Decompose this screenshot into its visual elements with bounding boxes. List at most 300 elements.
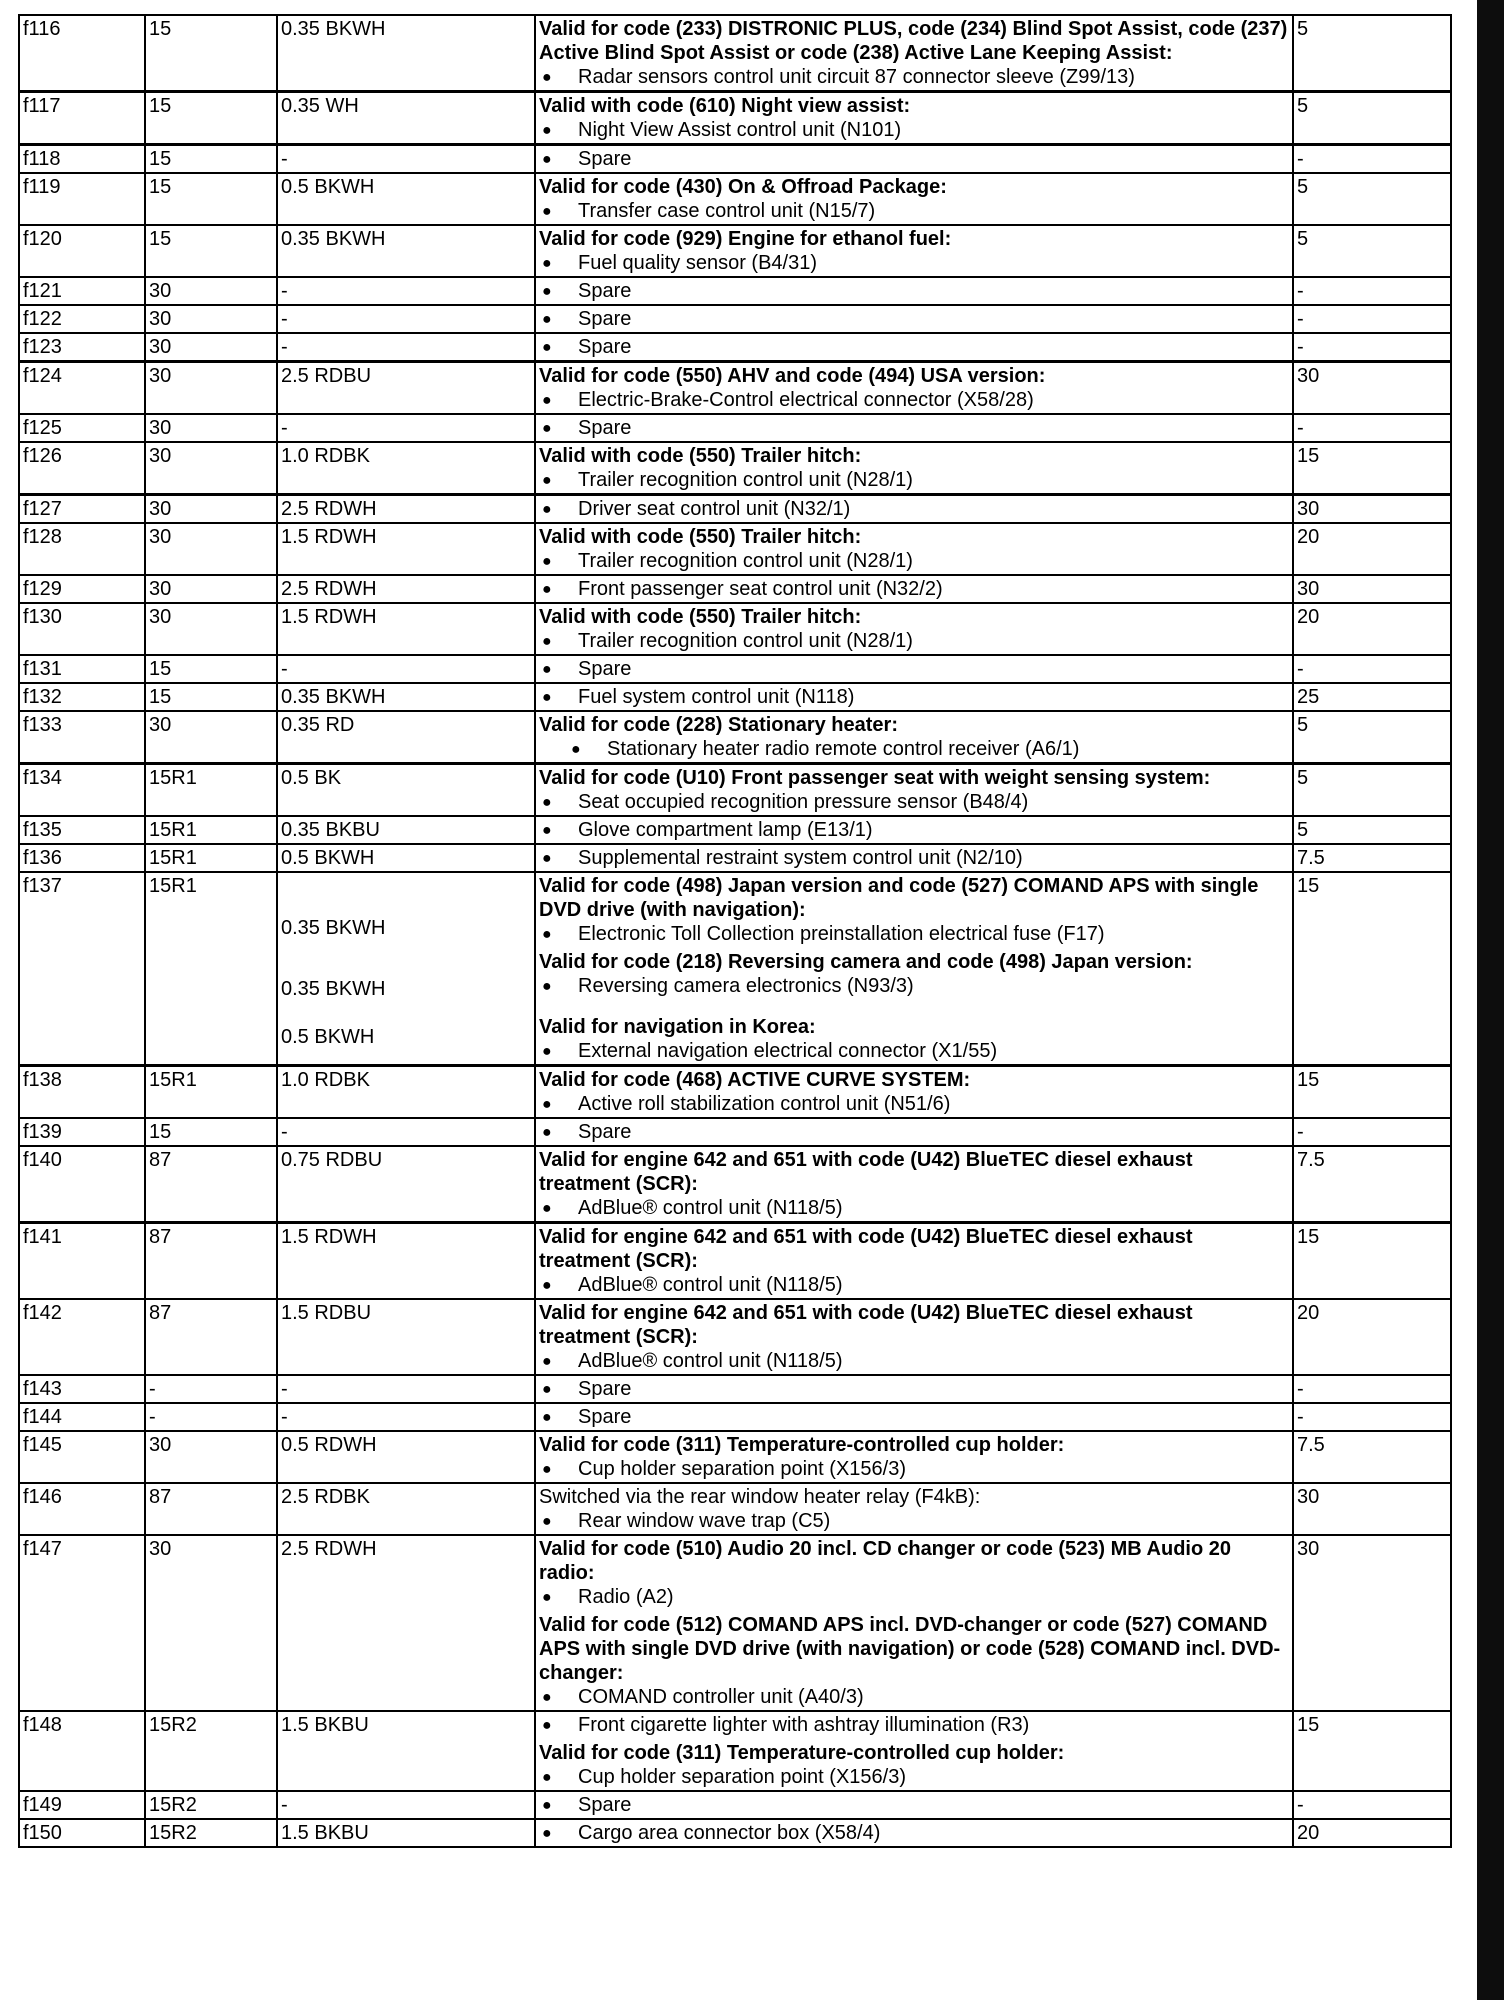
condition-header: Valid for code (218) Reversing camera and code (498) Japan version: xyxy=(539,951,1193,973)
fuse-number-cell: f149 xyxy=(19,1791,145,1819)
fuse-number-cell: f139 xyxy=(19,1118,145,1146)
amperage-cell: 15 xyxy=(1293,442,1451,495)
terminal-cell: 15R1 xyxy=(145,816,277,844)
condition-header: Valid for code (430) On & Offroad Package: xyxy=(539,176,947,198)
table-row xyxy=(19,1535,1451,1711)
component-label: AdBlue® control unit (N118/5) xyxy=(578,1274,843,1296)
amperage-cell: - xyxy=(1293,1791,1451,1819)
terminal-cell: 30 xyxy=(145,711,277,764)
component-label: Cup holder separation point (X156/3) xyxy=(578,1458,906,1480)
terminal-cell: 15 xyxy=(145,683,277,711)
component-item xyxy=(539,1765,1289,1790)
component-label: External navigation electrical connector (X1/55) xyxy=(578,1040,998,1062)
circuit-group xyxy=(539,335,1289,360)
bullet-icon: ● xyxy=(542,311,552,328)
condition-header: Valid for code (929) Engine for ethanol fuel: xyxy=(539,228,952,250)
circuit-cell xyxy=(535,1118,1293,1146)
fuse-number-cell: f138 xyxy=(19,1066,145,1119)
fuse-number-cell: f133 xyxy=(19,711,145,764)
terminal-cell: 30 xyxy=(145,442,277,495)
wire-cell: 0.5 BK xyxy=(277,764,535,817)
wire-spacer xyxy=(281,940,531,977)
wire-spacer xyxy=(281,874,531,916)
component-item xyxy=(539,1509,1289,1534)
circuit-group xyxy=(539,766,1289,815)
table-row xyxy=(19,764,1451,817)
circuit-group xyxy=(539,416,1289,441)
amperage-cell: 30 xyxy=(1293,495,1451,524)
right-edge-bar xyxy=(1477,0,1504,2000)
terminal-cell: 15R2 xyxy=(145,1819,277,1847)
component-label: Front passenger seat control unit (N32/2) xyxy=(578,578,943,600)
amperage-cell: 30 xyxy=(1293,1483,1451,1535)
circuit-cell xyxy=(535,1223,1293,1300)
amperage-cell: 25 xyxy=(1293,683,1451,711)
wire-cell: 0.35 BKWH xyxy=(277,15,535,92)
component-label: Spare xyxy=(578,148,632,170)
component-label: Fuel quality sensor (B4/31) xyxy=(578,252,818,274)
bullet-icon: ● xyxy=(542,392,552,409)
circuit-group xyxy=(539,605,1289,654)
condition-header: Valid for engine 642 and 651 with code (U42) BlueTEC diesel exhaust treatment (SCR): xyxy=(539,1302,1193,1348)
component-item xyxy=(539,199,1289,224)
table-row xyxy=(19,1403,1451,1431)
wire-cell: 1.5 RDWH xyxy=(277,1223,535,1300)
component-item xyxy=(539,549,1289,574)
condition-header: Valid for code (U10) Front passenger seat with weight sensing system: xyxy=(539,767,1211,789)
table-row xyxy=(19,575,1451,603)
table-row xyxy=(19,1819,1451,1847)
component-item xyxy=(539,737,1289,762)
component-label: Reversing camera electronics (N93/3) xyxy=(578,975,914,997)
circuit-cell xyxy=(535,333,1293,362)
circuit-group xyxy=(539,950,1289,999)
component-label: Stationary heater radio remote control receiver (A6/1) xyxy=(607,738,1080,760)
table-row xyxy=(19,15,1451,92)
component-item xyxy=(539,577,1289,602)
component-label: Spare xyxy=(578,1406,632,1428)
circuit-group xyxy=(539,497,1289,522)
component-label: Cup holder separation point (X156/3) xyxy=(578,1766,906,1788)
table-row xyxy=(19,683,1451,711)
amperage-cell: 7.5 xyxy=(1293,1431,1451,1483)
circuit-group xyxy=(539,713,1289,762)
bullet-icon: ● xyxy=(542,1409,552,1426)
circuit-cell xyxy=(535,872,1293,1066)
component-item xyxy=(539,65,1289,90)
component-item xyxy=(539,307,1289,332)
terminal-cell: 30 xyxy=(145,414,277,442)
table-row xyxy=(19,1066,1451,1119)
bullet-icon: ● xyxy=(542,1513,552,1530)
amperage-cell: - xyxy=(1293,333,1451,362)
amperage-cell: - xyxy=(1293,655,1451,683)
fuse-number-cell: f148 xyxy=(19,1711,145,1791)
component-label: Spare xyxy=(578,658,632,680)
condition-header: Valid for navigation in Korea: xyxy=(539,1016,816,1038)
table-row xyxy=(19,1791,1451,1819)
circuit-group xyxy=(539,279,1289,304)
circuit-group xyxy=(539,1485,1289,1534)
amperage-cell: 15 xyxy=(1293,872,1451,1066)
bullet-icon: ● xyxy=(542,1589,552,1606)
amperage-cell: 20 xyxy=(1293,523,1451,575)
condition-header: Valid for code (311) Temperature-controlled cup holder: xyxy=(539,1434,1065,1456)
bullet-icon: ● xyxy=(571,741,581,758)
circuit-group xyxy=(539,1613,1289,1710)
circuit-cell xyxy=(535,173,1293,225)
condition-header: Valid for code (233) DISTRONIC PLUS, code (234) Blind Spot Assist, code (237) Active Blind Spot Assist or code (238) Active Lane Keeping Assist: xyxy=(539,18,1288,64)
terminal-cell: - xyxy=(145,1403,277,1431)
amperage-cell: - xyxy=(1293,145,1451,174)
terminal-cell: 87 xyxy=(145,1146,277,1223)
amperage-cell: 5 xyxy=(1293,15,1451,92)
circuit-group xyxy=(539,1741,1289,1790)
fuse-number-cell: f125 xyxy=(19,414,145,442)
bullet-icon: ● xyxy=(542,1353,552,1370)
wire-cell: 1.5 RDWH xyxy=(277,523,535,575)
component-item xyxy=(539,251,1289,276)
wire-cell: - xyxy=(277,333,535,362)
amperage-cell: - xyxy=(1293,1118,1451,1146)
bullet-icon: ● xyxy=(542,472,552,489)
circuit-cell xyxy=(535,683,1293,711)
table-row xyxy=(19,1299,1451,1375)
circuit-group xyxy=(539,227,1289,276)
component-item xyxy=(539,790,1289,815)
component-label: Front cigarette lighter with ashtray illumination (R3) xyxy=(578,1714,1030,1736)
amperage-cell: 20 xyxy=(1293,1819,1451,1847)
fuse-number-cell: f128 xyxy=(19,523,145,575)
circuit-cell xyxy=(535,495,1293,524)
component-label: Electronic Toll Collection preinstallation electrical fuse (F17) xyxy=(578,923,1105,945)
bullet-icon: ● xyxy=(542,1200,552,1217)
table-row xyxy=(19,1375,1451,1403)
wire-cell: 1.5 RDBU xyxy=(277,1299,535,1375)
terminal-cell: 30 xyxy=(145,603,277,655)
fuse-number-cell: f116 xyxy=(19,15,145,92)
fuse-number-cell: f147 xyxy=(19,1535,145,1711)
fuse-number-cell: f143 xyxy=(19,1375,145,1403)
component-label: Spare xyxy=(578,308,632,330)
component-label: Spare xyxy=(578,280,632,302)
table-row xyxy=(19,1431,1451,1483)
amperage-cell: 20 xyxy=(1293,1299,1451,1375)
bullet-icon: ● xyxy=(542,822,552,839)
circuit-cell xyxy=(535,575,1293,603)
wire-value: 0.35 BKWH xyxy=(281,978,386,1000)
bullet-icon: ● xyxy=(542,69,552,86)
circuit-cell xyxy=(535,1375,1293,1403)
component-item xyxy=(539,118,1289,143)
circuit-cell xyxy=(535,1791,1293,1819)
bullet-icon: ● xyxy=(542,151,552,168)
circuit-group xyxy=(539,94,1289,143)
component-label: Rear window wave trap (C5) xyxy=(578,1510,831,1532)
table-row xyxy=(19,145,1451,174)
bullet-icon: ● xyxy=(542,850,552,867)
component-item xyxy=(539,818,1289,843)
table-row xyxy=(19,305,1451,333)
wire-cell: 2.5 RDWH xyxy=(277,575,535,603)
fuse-number-cell: f146 xyxy=(19,1483,145,1535)
terminal-cell: 87 xyxy=(145,1299,277,1375)
circuit-group xyxy=(539,685,1289,710)
wire-cell xyxy=(277,872,535,1066)
component-item xyxy=(539,657,1289,682)
bullet-icon: ● xyxy=(542,420,552,437)
wire-cell: 1.0 RDBK xyxy=(277,1066,535,1119)
circuit-cell xyxy=(535,1066,1293,1119)
fuse-number-cell: f150 xyxy=(19,1819,145,1847)
fuse-number-cell: f132 xyxy=(19,683,145,711)
component-item xyxy=(539,388,1289,413)
bullet-icon: ● xyxy=(542,926,552,943)
fuse-number-cell: f127 xyxy=(19,495,145,524)
wire-cell: 0.5 BKWH xyxy=(277,844,535,872)
table-row xyxy=(19,414,1451,442)
wire-cell: 2.5 RDWH xyxy=(277,495,535,524)
table-row xyxy=(19,92,1451,145)
bullet-icon: ● xyxy=(542,255,552,272)
fuse-number-cell: f141 xyxy=(19,1223,145,1300)
component-item xyxy=(539,629,1289,654)
circuit-cell xyxy=(535,1711,1293,1791)
terminal-cell: 30 xyxy=(145,523,277,575)
bullet-icon: ● xyxy=(542,978,552,995)
circuit-group xyxy=(539,17,1289,90)
component-item xyxy=(539,1092,1289,1117)
fuse-number-cell: f129 xyxy=(19,575,145,603)
wire-cell: - xyxy=(277,277,535,305)
component-label: COMAND controller unit (A40/3) xyxy=(578,1686,864,1708)
circuit-group xyxy=(539,577,1289,602)
terminal-cell: 15R2 xyxy=(145,1711,277,1791)
wire-cell: - xyxy=(277,1791,535,1819)
component-label: Spare xyxy=(578,1121,632,1143)
component-item xyxy=(539,1793,1289,1818)
circuit-cell xyxy=(535,305,1293,333)
circuit-group xyxy=(539,1015,1289,1064)
component-label: Glove compartment lamp (E13/1) xyxy=(578,819,873,841)
wire-value: 0.35 BKWH xyxy=(281,917,386,939)
component-label: AdBlue® control unit (N118/5) xyxy=(578,1197,843,1219)
circuit-group xyxy=(539,1377,1289,1402)
wire-cell: 0.35 WH xyxy=(277,92,535,145)
condition-header: Valid with code (550) Trailer hitch: xyxy=(539,445,862,467)
bullet-icon: ● xyxy=(542,1717,552,1734)
bullet-icon: ● xyxy=(542,1769,552,1786)
bullet-icon: ● xyxy=(542,203,552,220)
fuse-table xyxy=(18,14,1452,1848)
terminal-cell: 15R2 xyxy=(145,1791,277,1819)
table-row xyxy=(19,844,1451,872)
terminal-cell: 15 xyxy=(145,225,277,277)
component-item xyxy=(539,416,1289,441)
condition-header: Valid for engine 642 and 651 with code (U42) BlueTEC diesel exhaust treatment (SCR): xyxy=(539,1226,1193,1272)
terminal-cell: 30 xyxy=(145,1431,277,1483)
terminal-cell: 15R1 xyxy=(145,872,277,1066)
condition-header: Valid with code (610) Night view assist: xyxy=(539,95,911,117)
wire-cell: 0.75 RDBU xyxy=(277,1146,535,1223)
table-row xyxy=(19,1483,1451,1535)
circuit-group xyxy=(539,147,1289,172)
fuse-number-cell: f118 xyxy=(19,145,145,174)
circuit-group xyxy=(539,525,1289,574)
terminal-cell: - xyxy=(145,1375,277,1403)
amperage-cell: - xyxy=(1293,1375,1451,1403)
condition-header: Valid for code (550) AHV and code (494) USA version: xyxy=(539,365,1046,387)
fuse-number-cell: f126 xyxy=(19,442,145,495)
condition-header: Valid for code (510) Audio 20 incl. CD changer or code (523) MB Audio 20 radio: xyxy=(539,1538,1231,1584)
component-item xyxy=(539,335,1289,360)
wire-cell: - xyxy=(277,1403,535,1431)
terminal-cell: 30 xyxy=(145,305,277,333)
table-row xyxy=(19,603,1451,655)
fuse-number-cell: f122 xyxy=(19,305,145,333)
wire-cell: 2.5 RDBU xyxy=(277,362,535,415)
component-item xyxy=(539,1713,1289,1738)
bullet-icon: ● xyxy=(542,581,552,598)
component-label: Electric-Brake-Control electrical connector (X58/28) xyxy=(578,389,1034,411)
component-label: Spare xyxy=(578,1378,632,1400)
component-label: Spare xyxy=(578,417,632,439)
circuit-group xyxy=(539,846,1289,871)
wire-cell: 1.5 BKBU xyxy=(277,1711,535,1791)
circuit-cell xyxy=(535,145,1293,174)
bullet-icon: ● xyxy=(542,689,552,706)
component-label: Active roll stabilization control unit (N51/6) xyxy=(578,1093,951,1115)
terminal-cell: 87 xyxy=(145,1483,277,1535)
circuit-cell xyxy=(535,1535,1293,1711)
bullet-icon: ● xyxy=(542,1689,552,1706)
fuse-number-cell: f134 xyxy=(19,764,145,817)
table-row xyxy=(19,711,1451,764)
condition-header: Valid for code (468) ACTIVE CURVE SYSTEM: xyxy=(539,1069,971,1091)
circuit-group xyxy=(539,1120,1289,1145)
bullet-icon: ● xyxy=(542,501,552,518)
component-label: Fuel system control unit (N118) xyxy=(578,686,855,708)
wire-cell: 0.5 RDWH xyxy=(277,1431,535,1483)
component-label: Cargo area connector box (X58/4) xyxy=(578,1822,881,1844)
condition-header: Valid for engine 642 and 651 with code (U42) BlueTEC diesel exhaust treatment (SCR): xyxy=(539,1149,1193,1195)
component-item xyxy=(539,1273,1289,1298)
circuit-group xyxy=(539,1433,1289,1482)
bullet-icon: ● xyxy=(542,794,552,811)
circuit-cell xyxy=(535,362,1293,415)
terminal-cell: 15R1 xyxy=(145,764,277,817)
circuit-cell xyxy=(535,1431,1293,1483)
amperage-cell: 30 xyxy=(1293,1535,1451,1711)
amperage-cell: 15 xyxy=(1293,1223,1451,1300)
wire-cell: 2.5 RDBK xyxy=(277,1483,535,1535)
fuse-table-body xyxy=(19,15,1451,1847)
condition-header: Valid for code (228) Stationary heater: xyxy=(539,714,898,736)
component-label: Trailer recognition control unit (N28/1) xyxy=(578,469,913,491)
fuse-number-cell: f144 xyxy=(19,1403,145,1431)
terminal-cell: 15 xyxy=(145,655,277,683)
table-row xyxy=(19,872,1451,1066)
component-label: Transfer case control unit (N15/7) xyxy=(578,200,876,222)
wire-cell: 0.35 BKWH xyxy=(277,683,535,711)
table-row xyxy=(19,655,1451,683)
condition-header: Valid for code (311) Temperature-controlled cup holder: xyxy=(539,1742,1065,1764)
fuse-number-cell: f120 xyxy=(19,225,145,277)
circuit-cell xyxy=(535,1299,1293,1375)
condition-header: Valid for code (512) COMAND APS incl. DVD-changer or code (527) COMAND APS with single DVD drive (with navigation) or code (528) COMAND incl. DVD-changer: xyxy=(539,1614,1281,1684)
terminal-cell: 30 xyxy=(145,333,277,362)
component-item xyxy=(539,1196,1289,1221)
terminal-cell: 15R1 xyxy=(145,1066,277,1119)
bullet-icon: ● xyxy=(542,1096,552,1113)
amperage-cell: 15 xyxy=(1293,1066,1451,1119)
amperage-cell: 7.5 xyxy=(1293,1146,1451,1223)
amperage-cell: 20 xyxy=(1293,603,1451,655)
bullet-icon: ● xyxy=(542,1124,552,1141)
component-label: Supplemental restraint system control unit (N2/10) xyxy=(578,847,1023,869)
component-item xyxy=(539,1120,1289,1145)
bullet-icon: ● xyxy=(542,1381,552,1398)
circuit-group xyxy=(539,444,1289,493)
wire-cell: 2.5 RDWH xyxy=(277,1535,535,1711)
component-item xyxy=(539,1585,1289,1610)
component-item xyxy=(539,1405,1289,1430)
wire-cell: 0.35 RD xyxy=(277,711,535,764)
circuit-cell xyxy=(535,277,1293,305)
circuit-cell xyxy=(535,655,1293,683)
circuit-group xyxy=(539,364,1289,413)
circuit-group xyxy=(539,1405,1289,1430)
circuit-cell xyxy=(535,844,1293,872)
circuit-cell xyxy=(535,15,1293,92)
table-row xyxy=(19,1146,1451,1223)
circuit-group xyxy=(539,1713,1289,1738)
terminal-cell: 15 xyxy=(145,145,277,174)
amperage-cell: 5 xyxy=(1293,816,1451,844)
table-row xyxy=(19,523,1451,575)
component-label: Trailer recognition control unit (N28/1) xyxy=(578,630,913,652)
fuse-number-cell: f137 xyxy=(19,872,145,1066)
bullet-icon: ● xyxy=(542,1277,552,1294)
wire-cell: - xyxy=(277,305,535,333)
bullet-icon: ● xyxy=(542,661,552,678)
component-label: Seat occupied recognition pressure sensor (B48/4) xyxy=(578,791,1029,813)
terminal-cell: 30 xyxy=(145,362,277,415)
circuit-cell xyxy=(535,816,1293,844)
wire-cell: - xyxy=(277,655,535,683)
circuit-cell xyxy=(535,603,1293,655)
fuse-number-cell: f121 xyxy=(19,277,145,305)
bullet-icon: ● xyxy=(542,633,552,650)
circuit-group xyxy=(539,1148,1289,1221)
amperage-cell: - xyxy=(1293,414,1451,442)
circuit-group xyxy=(539,1821,1289,1846)
amperage-cell: 30 xyxy=(1293,362,1451,415)
amperage-cell: 5 xyxy=(1293,225,1451,277)
fuse-number-cell: f140 xyxy=(19,1146,145,1223)
circuit-group xyxy=(539,307,1289,332)
table-row xyxy=(19,173,1451,225)
fuse-number-cell: f119 xyxy=(19,173,145,225)
component-item xyxy=(539,922,1289,947)
terminal-cell: 30 xyxy=(145,495,277,524)
table-row xyxy=(19,277,1451,305)
bullet-icon: ● xyxy=(542,553,552,570)
table-row xyxy=(19,333,1451,362)
fuse-number-cell: f123 xyxy=(19,333,145,362)
amperage-cell: - xyxy=(1293,277,1451,305)
terminal-cell: 30 xyxy=(145,575,277,603)
